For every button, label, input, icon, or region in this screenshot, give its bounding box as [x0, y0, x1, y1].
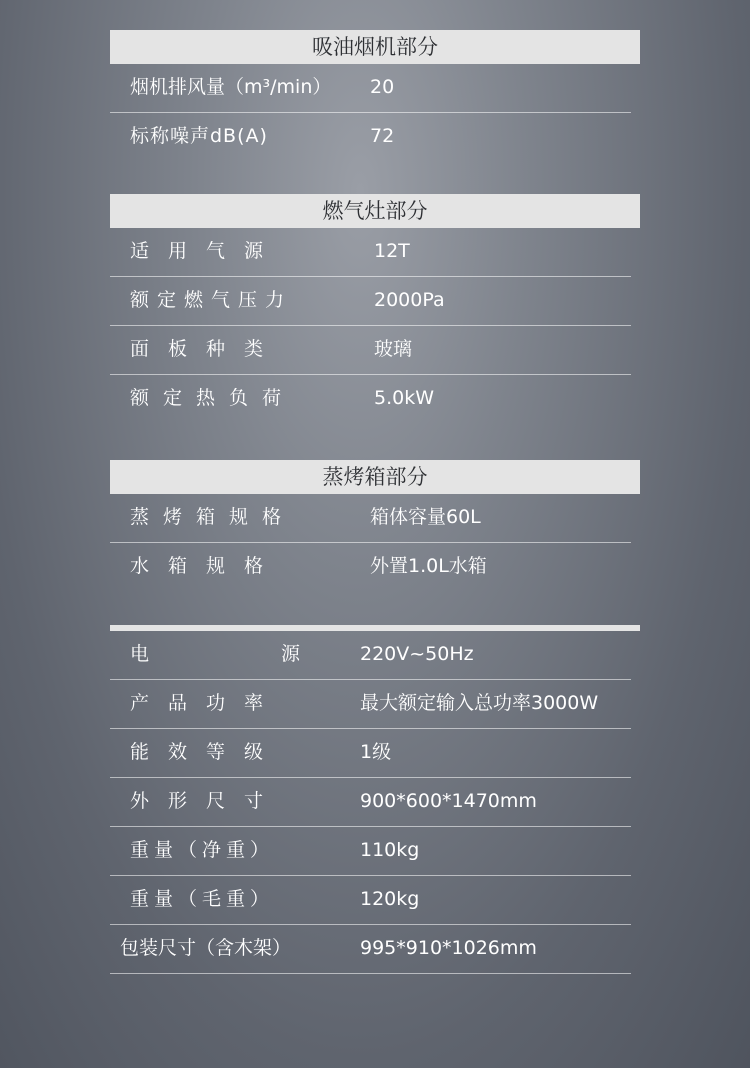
- spec-value: 110kg: [360, 839, 420, 861]
- steam-oven-section: [110, 460, 640, 591]
- spec-label: 外形尺寸: [130, 790, 283, 812]
- spec-label: 面板种类: [130, 338, 283, 360]
- spec-value: 2000Pa: [374, 289, 445, 311]
- spec-row: [110, 876, 631, 925]
- spec-row: [110, 494, 631, 543]
- spec-row: [110, 729, 631, 778]
- spec-value: 5.0kW: [374, 387, 435, 409]
- spec-value: 120kg: [360, 888, 420, 910]
- spec-row: [110, 277, 631, 326]
- spec-row: [110, 228, 631, 277]
- spec-label: 能效等级: [130, 741, 283, 763]
- spec-label: 水箱规格: [130, 555, 283, 577]
- spec-value: 外置1.0L水箱: [370, 555, 487, 577]
- gas-stove-header: 燃气灶部分: [110, 194, 640, 228]
- spec-label: 额定热负荷: [130, 387, 296, 409]
- spec-value: 玻璃: [374, 338, 413, 360]
- spec-label: 标称噪声dB(A): [130, 125, 268, 147]
- spec-value: 72: [370, 125, 395, 147]
- spec-row: [110, 631, 631, 680]
- steam-oven-header: 蒸烤箱部分: [110, 460, 640, 494]
- spec-label: 电 源: [130, 643, 300, 665]
- spec-value: 最大额定输入总功率3000W: [360, 692, 599, 714]
- spec-label: 包装尺寸（含木架）: [120, 937, 292, 959]
- spec-row: [110, 113, 631, 161]
- range-hood-section: [110, 30, 640, 161]
- spec-value: 220V~50Hz: [360, 643, 474, 665]
- spec-row: [110, 827, 631, 876]
- spec-label: 蒸烤箱规格: [130, 506, 296, 528]
- spec-label: 烟机排风量（m³/min）: [130, 76, 332, 98]
- spec-value: 995*910*1026mm: [360, 937, 537, 959]
- spec-value: 20: [370, 76, 395, 98]
- spec-label: 额定燃气压力: [130, 289, 293, 311]
- spec-row: [110, 326, 631, 375]
- spec-row: [110, 375, 631, 423]
- general-section: [110, 625, 640, 974]
- spec-row: [110, 925, 631, 974]
- spec-row: [110, 778, 631, 827]
- spec-value: 1级: [360, 741, 392, 763]
- spec-value: 12T: [374, 240, 410, 262]
- spec-label: 产品功率: [130, 692, 283, 714]
- spec-row: [110, 680, 631, 729]
- spec-label: 重量（净重）: [130, 839, 275, 861]
- spec-row: [110, 64, 631, 113]
- spec-label: 适用气源: [130, 240, 283, 262]
- spec-row: [110, 543, 631, 591]
- spec-value: 箱体容量60L: [370, 506, 481, 528]
- gas-stove-section: [110, 194, 640, 423]
- range-hood-header: 吸油烟机部分: [110, 30, 640, 64]
- spec-value: 900*600*1470mm: [360, 790, 537, 812]
- spec-label: 重量（毛重）: [130, 888, 275, 910]
